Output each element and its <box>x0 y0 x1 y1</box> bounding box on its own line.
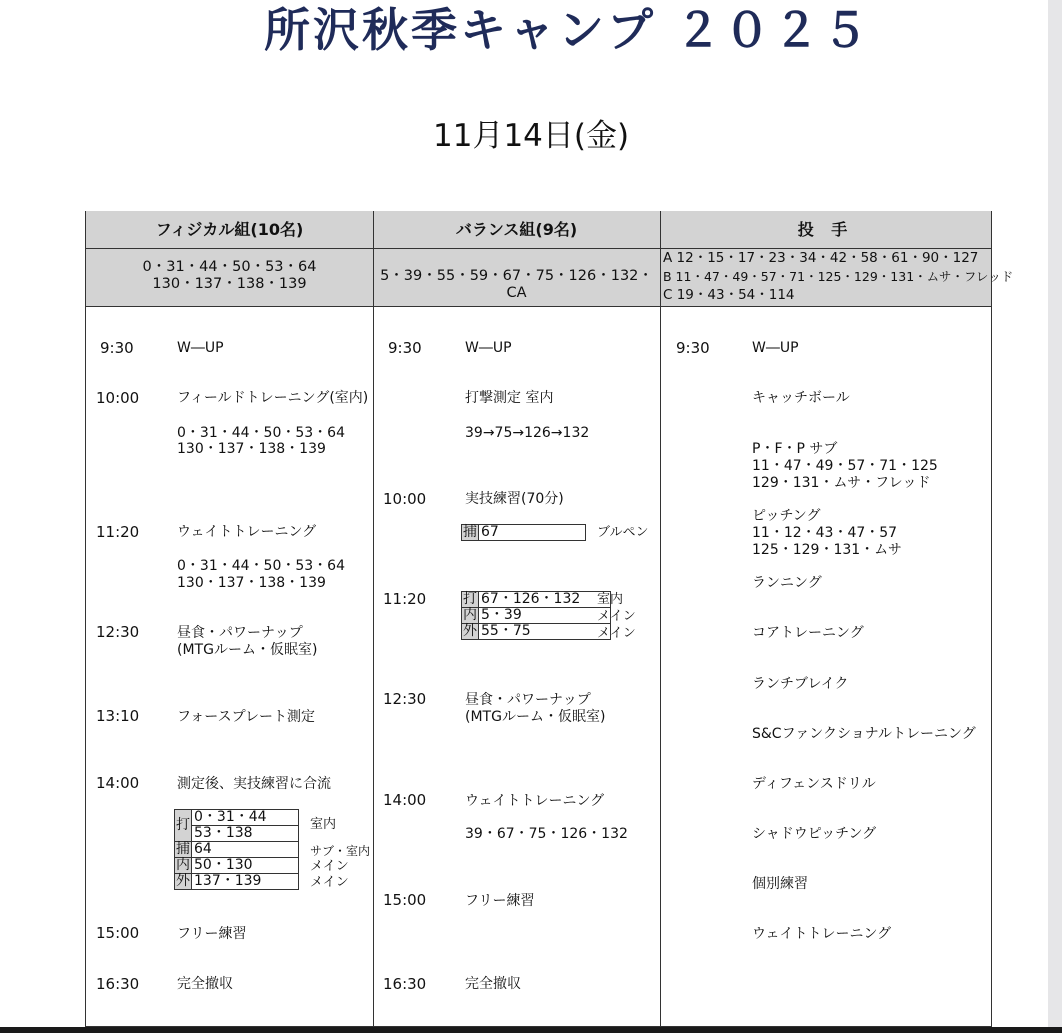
activity-label: P・F・P サブ <box>752 441 838 457</box>
activity-detail: (MTGルーム・仮眠室) <box>465 709 606 725</box>
activity-label: ランチブレイク <box>752 676 849 692</box>
pitcher-group-a: A 12・15・17・23・34・42・58・61・90・127 <box>663 250 979 266</box>
time-label: 12:30 <box>383 690 427 708</box>
pitcher-group-c: C 19・43・54・114 <box>663 287 795 303</box>
activity-label: ディフェンスドリル <box>752 776 876 792</box>
location-label: メイン <box>597 609 636 624</box>
activity-detail: 11・12・43・47・57 <box>752 525 898 541</box>
position-value: 0・31・44 <box>192 810 299 826</box>
location-label: メイン <box>310 875 349 890</box>
position-table <box>461 591 611 640</box>
activity-label: コアトレーニング <box>752 625 864 641</box>
time-label: 11:20 <box>383 590 427 608</box>
activity-detail: 39→75→126→132 <box>465 425 590 441</box>
activity-label: 完全撤収 <box>177 976 233 992</box>
activity-detail: 125・129・131・ムサ <box>752 542 902 558</box>
activity-label: キャッチボール <box>752 390 850 406</box>
time-label: 9:30 <box>100 339 134 357</box>
physical-members <box>86 249 373 307</box>
pitcher-groups <box>660 249 1014 307</box>
activity-detail: (MTGルーム・仮眠室) <box>177 642 318 658</box>
activity-label: フリー練習 <box>177 926 247 942</box>
activity-label: 昼食・パワーナップ <box>177 625 303 641</box>
activity-detail: 39・67・75・126・132 <box>465 826 628 842</box>
balance-members <box>373 249 660 307</box>
time-label: 9:30 <box>676 339 710 357</box>
time-label: 10:00 <box>383 490 427 508</box>
position-key: 外 <box>463 623 477 639</box>
balance-header: バランス組(9名) <box>373 211 660 249</box>
time-label: 10:00 <box>96 389 140 407</box>
location-label: サブ・室内 <box>310 844 371 858</box>
pitcher-group-b: B 11・47・49・57・71・125・129・131・ムサ・フレッド <box>663 268 1014 284</box>
activity-label: 個別練習 <box>752 876 808 892</box>
time-label: 16:30 <box>96 975 140 993</box>
activity-label: ランニング <box>752 575 822 591</box>
position-value: 67 <box>479 525 586 541</box>
time-label: 13:10 <box>96 707 140 725</box>
column-divider <box>373 211 374 1027</box>
position-key: 捕 <box>463 524 477 540</box>
position-key: 打 <box>175 810 192 842</box>
activity-detail: 11・47・49・57・71・125 <box>752 458 938 474</box>
position-key: 捕 <box>176 841 190 857</box>
activity-detail: 0・31・44・50・53・64 <box>177 558 345 574</box>
time-label: 15:00 <box>96 924 140 942</box>
activity-label: 完全撤収 <box>465 976 521 992</box>
location-label: メイン <box>597 626 636 641</box>
activity-label: フリー練習 <box>465 893 535 909</box>
activity-label: フォースプレート測定 <box>177 709 316 725</box>
time-label: 16:30 <box>383 975 427 993</box>
page-bottom-border <box>0 1027 1062 1033</box>
activity-label: 実技練習(70分) <box>465 491 564 507</box>
activity-detail: 130・137・138・139 <box>177 575 326 591</box>
time-label: 14:00 <box>383 791 427 809</box>
position-value: 64 <box>192 842 299 858</box>
location-label: ブルペン <box>597 525 649 540</box>
activity-detail: 129・131・ムサ・フレッド <box>752 475 931 491</box>
activity-label: ウェイトトレーニング <box>752 926 892 942</box>
page-edge <box>1048 0 1062 1033</box>
activity-label: 測定後、実技練習に合流 <box>177 776 331 792</box>
activity-label: ウェイトトレーニング <box>177 524 317 540</box>
position-value: 50・130 <box>192 858 299 874</box>
physical-members-line: 130・137・138・139 <box>152 276 307 292</box>
activity-label: W―UP <box>177 340 224 356</box>
location-label: 室内 <box>310 817 337 832</box>
time-label: 9:30 <box>388 339 422 357</box>
page-title: 所沢秋季キャンプ ２０２５ <box>264 3 872 57</box>
position-value: 5・39 <box>479 608 611 624</box>
schedule-date: 11月14日(金) <box>433 118 630 154</box>
activity-detail: 0・31・44・50・53・64 <box>177 425 345 441</box>
activity-label: 打撃測定 室内 <box>465 390 554 406</box>
position-value: 67・126・132 <box>479 592 611 608</box>
activity-label: ウェイトトレーニング <box>465 793 605 809</box>
location-label: 室内 <box>597 592 624 607</box>
activity-label: S&Cファンクショナルトレーニング <box>752 726 976 742</box>
activity-label: 昼食・パワーナップ <box>465 692 591 708</box>
time-label: 12:30 <box>96 623 140 641</box>
activity-label: シャドウピッチング <box>752 826 877 842</box>
position-key: 外 <box>176 873 190 889</box>
bullpen-table <box>461 524 586 541</box>
position-key: 内 <box>176 857 190 873</box>
physical-members-line: 0・31・44・50・53・64 <box>142 259 317 275</box>
position-key: 内 <box>463 607 477 623</box>
position-key: 打 <box>463 591 477 607</box>
pitcher-header: 投 手 <box>660 211 991 249</box>
activity-label: ピッチング <box>752 508 821 524</box>
time-label: 11:20 <box>96 523 140 541</box>
position-value: 137・139 <box>192 874 299 890</box>
activity-label: W―UP <box>465 340 512 356</box>
physical-header: フィジカル組(10名) <box>86 211 373 249</box>
activity-label: W―UP <box>752 340 799 356</box>
position-value: 55・75 <box>479 624 611 640</box>
activity-detail: 130・137・138・139 <box>177 441 326 457</box>
position-table <box>174 809 299 890</box>
time-label: 15:00 <box>383 891 427 909</box>
position-value: 53・138 <box>192 826 299 842</box>
column-divider <box>660 211 661 1027</box>
time-label: 14:00 <box>96 774 140 792</box>
activity-label: フィールドトレーニング(室内) <box>177 390 369 406</box>
balance-members-line: 5・39・55・59・67・75・126・132・CA <box>380 268 653 301</box>
location-label: メイン <box>310 859 349 874</box>
